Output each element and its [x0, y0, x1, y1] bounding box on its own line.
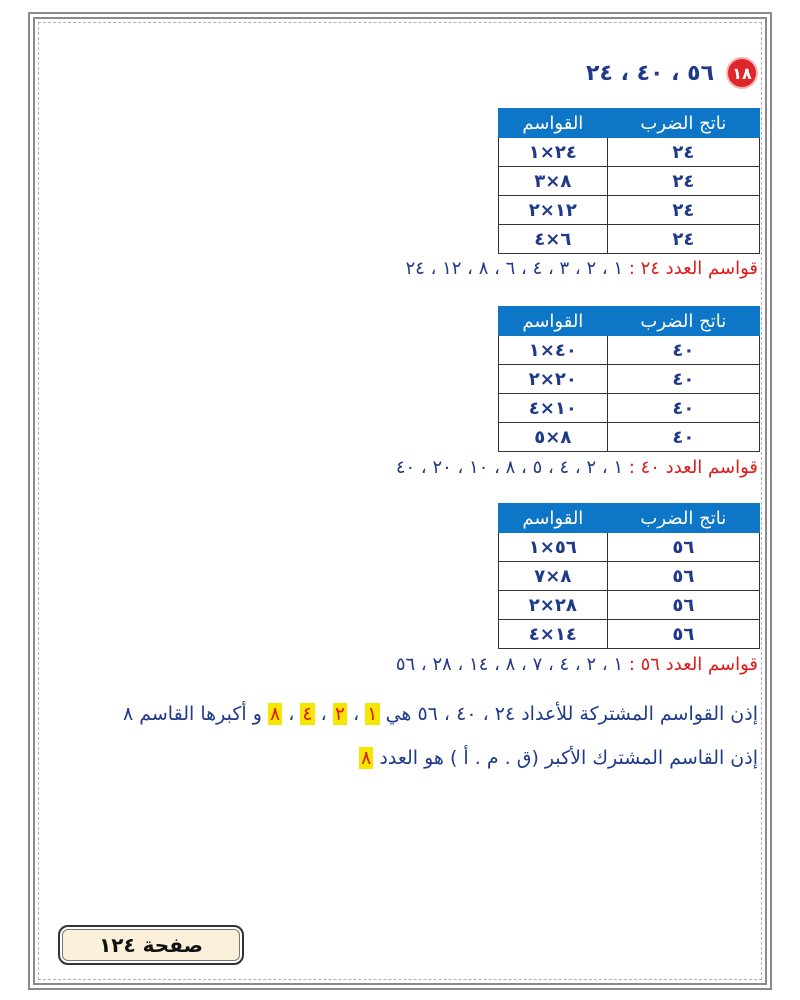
- question-number-badge: ١٨: [726, 57, 758, 89]
- common-factor: ٢: [334, 703, 346, 725]
- factors-line-56: [396, 654, 758, 675]
- separator: ،: [288, 703, 295, 725]
- gcf-value: ٨: [361, 747, 372, 769]
- table-row: [499, 394, 760, 423]
- question-header: [586, 56, 758, 90]
- factors-list: ١ ، ٢ ، ٣ ، ٤ ، ٦ ، ٨ ، ١٢ ، ٢٤: [405, 258, 624, 279]
- factors-label: قواسم العدد ٥٦ :: [628, 654, 758, 675]
- factor-table-56: [498, 503, 760, 649]
- question-numbers: ٥٦ ، ٤٠ ، ٢٤: [586, 60, 714, 86]
- conclusion-line-2: [359, 747, 758, 769]
- separator: ،: [353, 703, 360, 725]
- factors-line-24: [406, 258, 759, 279]
- factors-cell: ٢٠×٢: [499, 365, 608, 394]
- separator: ،: [320, 703, 327, 725]
- product-cell: ٢٤: [607, 196, 759, 225]
- factors-line-40: [396, 457, 758, 478]
- product-cell: ٤٠: [607, 336, 759, 365]
- factors-cell: ٥٦×١: [499, 533, 608, 562]
- common-factors-intro: إذن القواسم المشتركة للأعداد ٢٤ ، ٤٠ ، ٥٦ هي: [385, 703, 758, 725]
- product-cell: ٤٠: [607, 394, 759, 423]
- factors-cell: ٢٨×٢: [499, 591, 608, 620]
- product-cell: ٢٤: [607, 225, 759, 254]
- table-row: [499, 196, 760, 225]
- header-product: ناتج الضرب: [607, 504, 759, 533]
- table-row: [499, 562, 760, 591]
- header-product: ناتج الضرب: [607, 307, 759, 336]
- header-factors: القواسم: [499, 504, 608, 533]
- factors-cell: ٢٤×١: [499, 138, 608, 167]
- table-row: [499, 365, 760, 394]
- header-product: ناتج الضرب: [607, 109, 759, 138]
- product-cell: ٥٦: [607, 591, 759, 620]
- table-row: [499, 620, 760, 649]
- page-number-badge: صفحة ١٢٤: [58, 925, 244, 965]
- factors-cell: ٦×٤: [499, 225, 608, 254]
- product-cell: ٤٠: [607, 423, 759, 452]
- table-row: [499, 167, 760, 196]
- product-cell: ٢٤: [607, 138, 759, 167]
- product-cell: ٥٦: [607, 620, 759, 649]
- factors-cell: ١٢×٢: [499, 196, 608, 225]
- product-cell: ٤٠: [607, 365, 759, 394]
- factors-cell: ٨×٣: [499, 167, 608, 196]
- table-row: [499, 138, 760, 167]
- factors-cell: ٨×٧: [499, 562, 608, 591]
- product-cell: ٢٤: [607, 167, 759, 196]
- common-factor: ١: [367, 703, 378, 725]
- factors-cell: ٨×٥: [499, 423, 608, 452]
- factor-table-40: [498, 306, 760, 452]
- gcf-statement: إذن القاسم المشترك الأكبر (ق . م . أ ) هو العدد: [379, 747, 758, 769]
- factors-cell: ١٤×٤: [499, 620, 608, 649]
- factors-cell: ٤٠×١: [499, 336, 608, 365]
- table-row: [499, 423, 760, 452]
- header-factors: القواسم: [499, 109, 608, 138]
- greatest-factor-note: و أكبرها القاسم ٨: [122, 703, 262, 725]
- factor-table-24: [498, 108, 760, 254]
- common-factor: ٨: [269, 703, 281, 725]
- product-cell: ٥٦: [607, 562, 759, 591]
- product-cell: ٥٦: [607, 533, 759, 562]
- factors-list: ١ ، ٢ ، ٤ ، ٥ ، ٨ ، ١٠ ، ٢٠ ، ٤٠: [395, 457, 624, 478]
- table-row: [499, 225, 760, 254]
- factors-cell: ١٠×٤: [499, 394, 608, 423]
- header-factors: القواسم: [499, 307, 608, 336]
- common-factor: ٤: [302, 703, 313, 725]
- factors-label: قواسم العدد ٢٤ :: [628, 258, 758, 279]
- factors-label: قواسم العدد ٤٠ :: [628, 457, 758, 478]
- factors-list: ١ ، ٢ ، ٤ ، ٧ ، ٨ ، ١٤ ، ٢٨ ، ٥٦: [395, 654, 624, 675]
- table-row: [499, 336, 760, 365]
- table-row: [499, 591, 760, 620]
- table-row: [499, 533, 760, 562]
- conclusion-line-1: [123, 703, 758, 725]
